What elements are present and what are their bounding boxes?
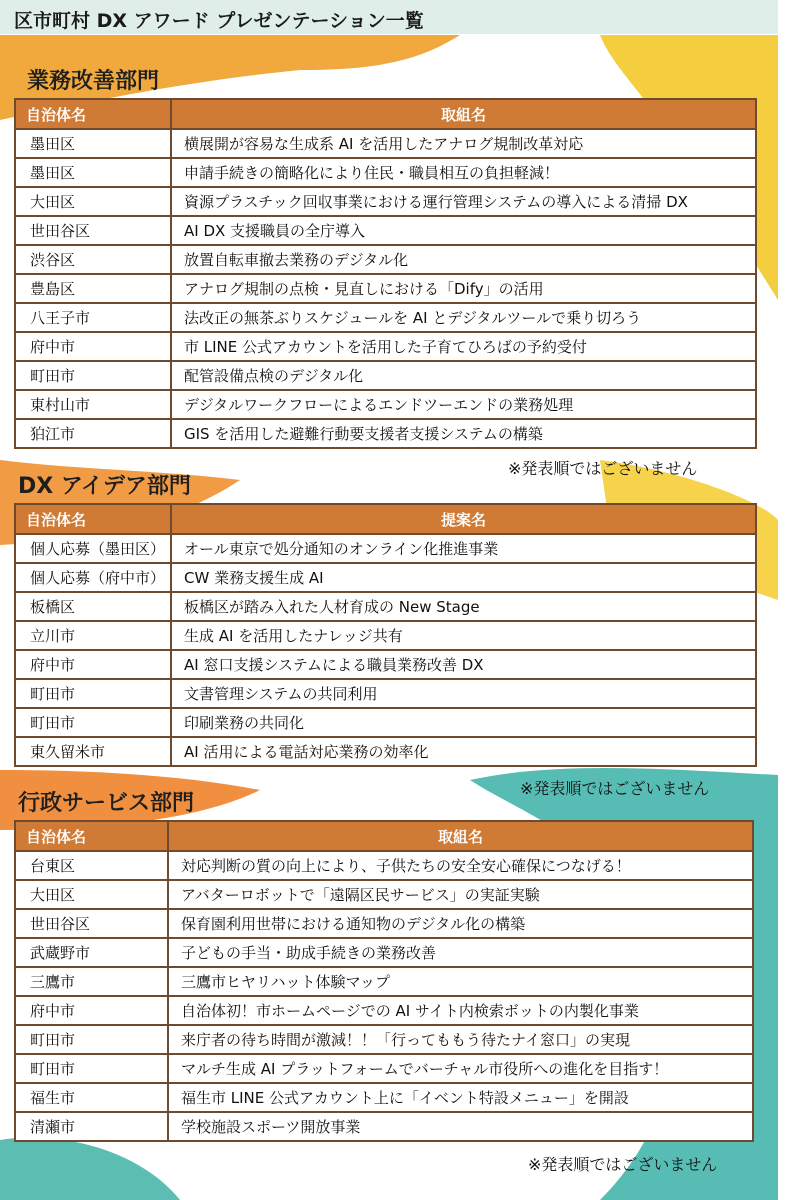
municipality-cell: 町田市	[15, 1054, 168, 1083]
municipality-cell: 府中市	[15, 996, 168, 1025]
initiative-cell: 板橋区が踏み入れた人材育成の New Stage	[171, 592, 756, 621]
table-header-row	[15, 504, 756, 534]
initiative-cell: 横展開が容易な生成系 AI を活用したアナログ規制改革対応	[171, 129, 756, 158]
table-row	[15, 592, 756, 621]
table-row	[15, 621, 756, 650]
table-row	[15, 679, 756, 708]
initiative-cell: オール東京で処分通知のオンライン化推進事業	[171, 534, 756, 563]
table-row	[15, 419, 756, 448]
table-row	[15, 967, 753, 996]
column-header-initiative: 取組名	[171, 99, 756, 129]
municipality-cell: 立川市	[15, 621, 171, 650]
municipality-cell: 町田市	[15, 708, 171, 737]
table-header-row	[15, 821, 753, 851]
initiative-cell: 対応判断の質の向上により、子供たちの安全安心確保につなげる！	[168, 851, 753, 880]
table-row	[15, 1083, 753, 1112]
note: ※発表順ではございません	[528, 1155, 718, 1174]
teal-blob	[0, 1138, 180, 1200]
table-row	[15, 880, 753, 909]
initiative-cell: 文書管理システムの共同利用	[171, 679, 756, 708]
initiative-cell: 法改正の無茶ぶりスケジュールを AI とデジタルツールで乗り切ろう	[171, 303, 756, 332]
initiative-cell: 学校施設スポーツ開放事業	[168, 1112, 753, 1141]
awards-table	[14, 98, 757, 449]
municipality-cell: 三鷹市	[15, 967, 168, 996]
table-row	[15, 1054, 753, 1083]
initiative-cell: 子どもの手当・助成手続きの業務改善	[168, 938, 753, 967]
initiative-cell: デジタルワークフローによるエンドツーエンドの業務処理	[171, 390, 756, 419]
municipality-cell: 墨田区	[15, 158, 171, 187]
table-row	[15, 361, 756, 390]
initiative-cell: 三鷹市ヒヤリハット体験マップ	[168, 967, 753, 996]
municipality-cell: 清瀬市	[15, 1112, 168, 1141]
table-row	[15, 158, 756, 187]
municipality-cell: 豊島区	[15, 274, 171, 303]
municipality-cell: 墨田区	[15, 129, 171, 158]
municipality-cell: 町田市	[15, 361, 171, 390]
awards-table	[14, 503, 757, 767]
section-title: DX アイデア部門	[18, 474, 191, 499]
initiative-cell: AI 活用による電話対応業務の効率化	[171, 737, 756, 766]
initiative-cell: アナログ規制の点検・見直しにおける「Dify」の活用	[171, 274, 756, 303]
table-row	[15, 274, 756, 303]
table-row	[15, 332, 756, 361]
initiative-cell: 配管設備点検のデジタル化	[171, 361, 756, 390]
municipality-cell: 個人応募（墨田区）	[15, 534, 171, 563]
municipality-cell: 台東区	[15, 851, 168, 880]
initiative-cell: 保育園利用世帯における通知物のデジタル化の構築	[168, 909, 753, 938]
initiative-cell: 自治体初！市ホームページでの AI サイト内検索ボットの内製化事業	[168, 996, 753, 1025]
table-row	[15, 851, 753, 880]
initiative-cell: 放置自転車撤去業務のデジタル化	[171, 245, 756, 274]
municipality-cell: 町田市	[15, 679, 171, 708]
initiative-cell: 福生市 LINE 公式アカウント上に「イベント特設メニュー」を開設	[168, 1083, 753, 1112]
table-row	[15, 909, 753, 938]
table-row	[15, 216, 756, 245]
table-row	[15, 938, 753, 967]
municipality-cell: 町田市	[15, 1025, 168, 1054]
table-row	[15, 303, 756, 332]
column-header-municipality: 自治体名	[15, 821, 168, 851]
awards-table	[14, 820, 754, 1142]
municipality-cell: 大田区	[15, 880, 168, 909]
initiative-cell: 来庁者の待ち時間が激減！！「行ってももう待たナイ窓口」の実現	[168, 1025, 753, 1054]
initiative-cell: 印刷業務の共同化	[171, 708, 756, 737]
note: ※発表順ではございません	[520, 779, 710, 798]
table-row	[15, 996, 753, 1025]
section-title: 業務改善部門	[27, 69, 160, 94]
municipality-cell: 世田谷区	[15, 909, 168, 938]
table-row	[15, 187, 756, 216]
municipality-cell: 東久留米市	[15, 737, 171, 766]
municipality-cell: 東村山市	[15, 390, 171, 419]
municipality-cell: 八王子市	[15, 303, 171, 332]
table-row	[15, 650, 756, 679]
municipality-cell: 世田谷区	[15, 216, 171, 245]
table-row	[15, 563, 756, 592]
municipality-cell: 大田区	[15, 187, 171, 216]
initiative-cell: AI DX 支援職員の全庁導入	[171, 216, 756, 245]
initiative-cell: 申請手続きの簡略化により住民・職員相互の負担軽減！	[171, 158, 756, 187]
initiative-cell: 市 LINE 公式アカウントを活用した子育てひろばの予約受付	[171, 332, 756, 361]
table-row	[15, 245, 756, 274]
municipality-cell: 個人応募（府中市）	[15, 563, 171, 592]
initiative-cell: 生成 AI を活用したナレッジ共有	[171, 621, 756, 650]
municipality-cell: 府中市	[15, 650, 171, 679]
table-row	[15, 708, 756, 737]
municipality-cell: 府中市	[15, 332, 171, 361]
initiative-cell: マルチ生成 AI プラットフォームでバーチャル市役所への進化を目指す！	[168, 1054, 753, 1083]
table-row	[15, 1112, 753, 1141]
table-row	[15, 534, 756, 563]
page-title: 区市町村 DX アワード プレゼンテーション一覧	[14, 10, 424, 32]
initiative-cell: 資源プラスチック回収事業における運行管理システムの導入による清掃 DX	[171, 187, 756, 216]
column-header-municipality: 自治体名	[15, 504, 171, 534]
initiative-cell: GIS を活用した避難行動要支援者支援システムの構築	[171, 419, 756, 448]
municipality-cell: 渋谷区	[15, 245, 171, 274]
initiative-cell: CW 業務支援生成 AI	[171, 563, 756, 592]
table-header-row	[15, 99, 756, 129]
table-row	[15, 129, 756, 158]
municipality-cell: 福生市	[15, 1083, 168, 1112]
table-row	[15, 390, 756, 419]
column-header-proposal: 提案名	[171, 504, 756, 534]
table-row	[15, 737, 756, 766]
section-title: 行政サービス部門	[18, 791, 195, 816]
initiative-cell: AI 窓口支援システムによる職員業務改善 DX	[171, 650, 756, 679]
title-bar	[0, 0, 778, 34]
note: ※発表順ではございません	[508, 459, 698, 478]
municipality-cell: 狛江市	[15, 419, 171, 448]
column-header-municipality: 自治体名	[15, 99, 171, 129]
municipality-cell: 板橋区	[15, 592, 171, 621]
table-row	[15, 1025, 753, 1054]
municipality-cell: 武蔵野市	[15, 938, 168, 967]
initiative-cell: アバターロボットで「遠隔区民サービス」の実証実験	[168, 880, 753, 909]
column-header-initiative: 取組名	[168, 821, 753, 851]
